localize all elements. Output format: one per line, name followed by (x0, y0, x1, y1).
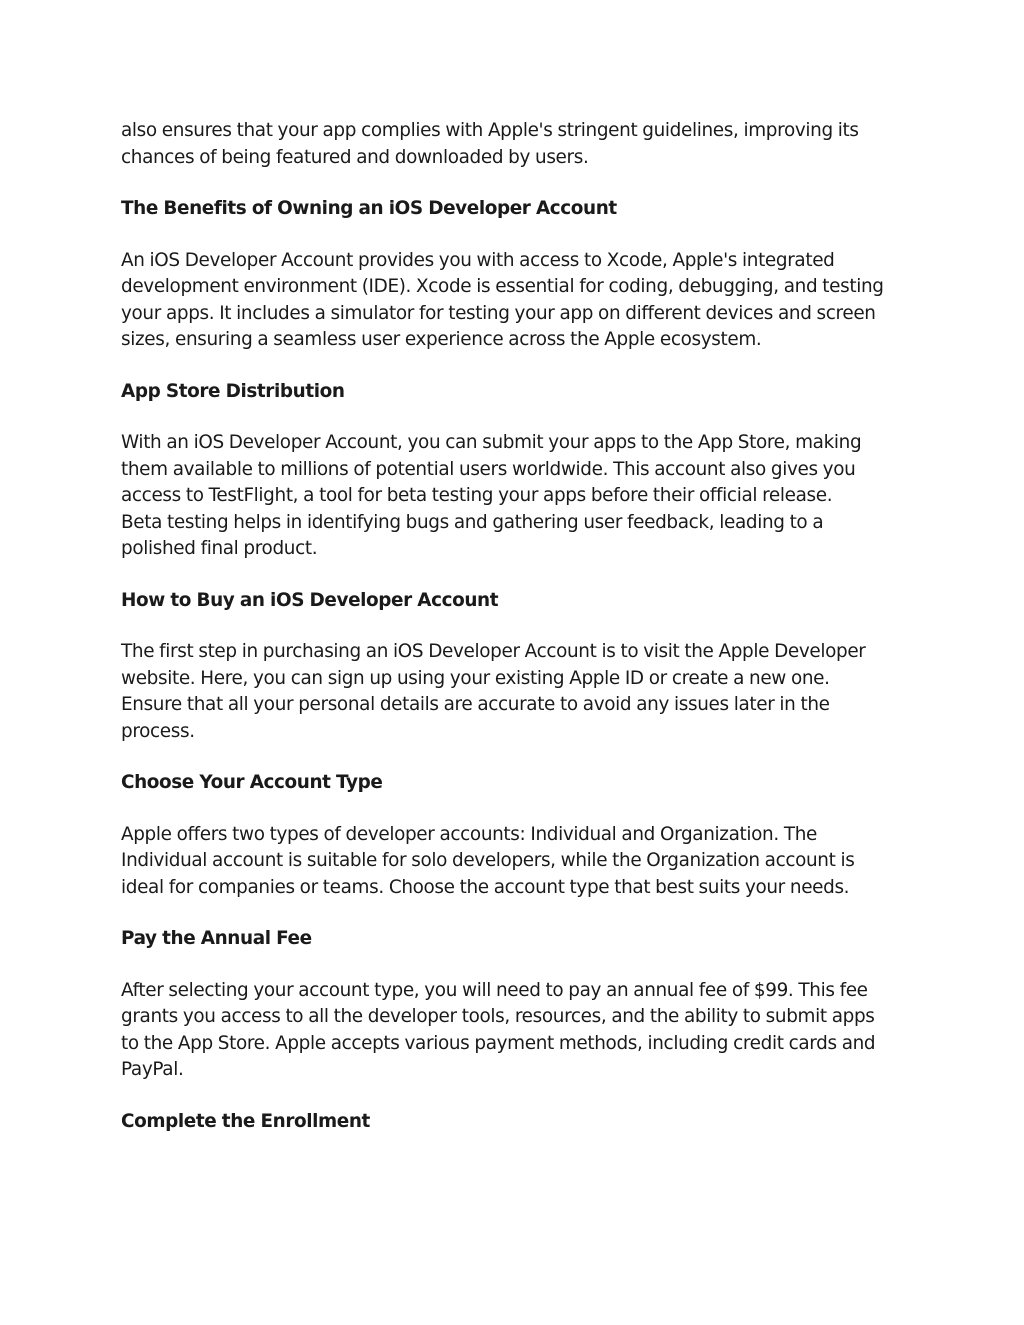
text-line: Individual account is suitable for solo developers, while the Organization account is (121, 850, 855, 871)
text-line: The first step in purchasing an iOS Developer Account is to visit the Apple Developer (121, 641, 866, 662)
text-line: to the App Store. Apple accepts various payment methods, including credit cards and (121, 1032, 876, 1054)
intro-paragraph (121, 118, 911, 171)
section-heading-app-store-distribution: App Store Distribution (121, 380, 345, 402)
text-line: website. Here, you can sign up using your existing Apple ID or create a new one. (121, 667, 830, 689)
section-heading-benefits: The Benefits of Owning an iOS Developer Account (121, 198, 617, 219)
text-line: also ensures that your app complies with Apple's stringent guidelines, improving its (121, 120, 859, 141)
benefits-paragraph (121, 248, 911, 354)
text-line: polished final product. (121, 538, 318, 559)
text-line: your apps. It includes a simulator for testing your app on different devices and screen (121, 302, 876, 324)
section-heading-annual-fee: Pay the Annual Fee (121, 928, 312, 949)
text-line: access to TestFlight, a tool for beta testing your apps before their official release. (121, 485, 833, 506)
text-line: Ensure that all your personal details are accurate to avoid any issues later in the (121, 694, 830, 715)
text-line: After selecting your account type, you will need to pay an annual fee of $99. This fee (121, 979, 868, 1001)
distribution-paragraph (121, 430, 911, 563)
text-line: With an iOS Developer Account, you can submit your apps to the App Store, making (121, 432, 862, 453)
text-line: sizes, ensuring a seamless user experience across the Apple ecosystem. (121, 329, 762, 350)
text-line: process. (121, 720, 195, 742)
how-to-buy-paragraph (121, 639, 911, 745)
text-line: grants you access to all the developer tools, resources, and the ability to submit apps (121, 1006, 875, 1027)
text-line: PayPal. (121, 1059, 184, 1080)
text-line: chances of being featured and downloaded by users. (121, 146, 589, 168)
text-line: Beta testing helps in identifying bugs and gathering user feedback, leading to a (121, 511, 824, 533)
section-heading-how-to-buy: How to Buy an iOS Developer Account (121, 589, 499, 611)
section-heading-complete-enrollment: Complete the Enrollment (121, 1110, 370, 1132)
text-line: them available to millions of potential users worldwide. This account also gives you (121, 458, 856, 480)
text-line: development environment (IDE). Xcode is essential for coding, debugging, and testing (121, 276, 884, 297)
section-heading-account-type: Choose Your Account Type (121, 772, 383, 793)
annual-fee-paragraph (121, 978, 911, 1084)
document-page (121, 118, 911, 1135)
text-line: ideal for companies or teams. Choose the account type that best suits your needs. (121, 876, 850, 898)
text-line: An iOS Developer Account provides you with access to Xcode, Apple's integrated (121, 249, 835, 271)
text-line: Apple offers two types of developer accounts: Individual and Organization. The (121, 823, 817, 845)
account-type-paragraph (121, 822, 911, 902)
